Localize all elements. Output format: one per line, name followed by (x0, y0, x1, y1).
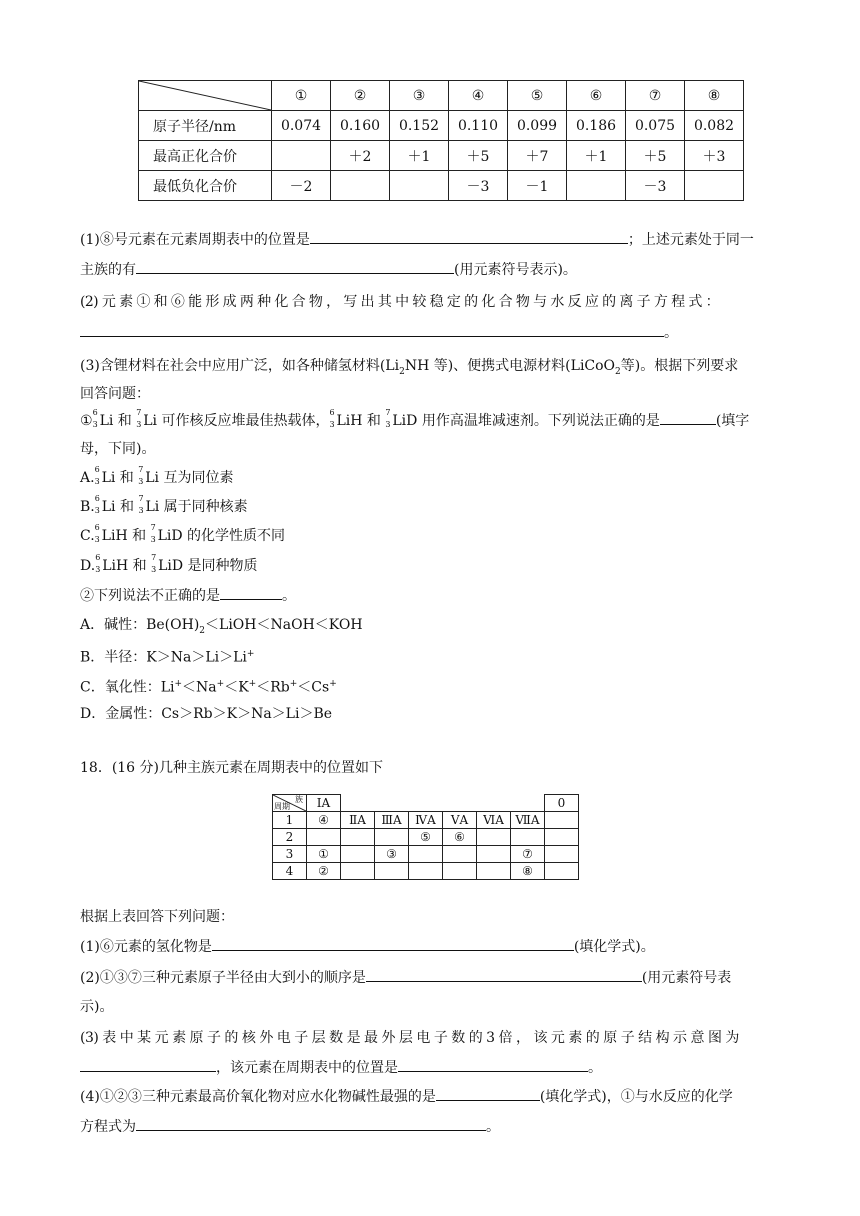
table-cell: ＋2 (331, 141, 390, 171)
diagonal-corner-cell (139, 81, 272, 111)
q3-text: (3)含锂材料在社会中应用广泛，如各种储氢材料(Li (80, 358, 400, 374)
table-cell: ＋3 (685, 141, 744, 171)
q1-line2 (80, 259, 780, 281)
q2-text: (2) 元 素 ① 和 ⑥ 能 形 成 两 种 化 合 物 ， 写 出 其 中 较 稳 定 的 化 合 物 与 水 反 应 的 离 子 方 程 式 ： (80, 294, 720, 310)
header-cell: ⑤ (508, 81, 567, 111)
answer-blank[interactable] (80, 1057, 216, 1072)
q3-text: 回答问题： (80, 386, 150, 402)
table-cell (331, 171, 390, 201)
q1-line1 (80, 229, 780, 251)
table-cell: ＋5 (626, 141, 685, 171)
ptable-row: 4 ② ⑧ (273, 863, 579, 880)
period-group-corner: 族 周期 (273, 795, 307, 812)
answer-blank[interactable] (136, 1116, 486, 1131)
q3-line3 (80, 410, 780, 432)
q18-part3-line2: ，该元素在周期表中的位置是 。 (80, 1057, 780, 1079)
q1-text: 主族的有 (80, 262, 136, 278)
row-label: 最低负化合价 (139, 171, 272, 201)
answer-blank[interactable] (366, 967, 642, 982)
table-cell: 0.082 (685, 111, 744, 141)
q3-text: (填字 (715, 413, 750, 429)
q3-line2 (80, 383, 780, 405)
header-cell: ② (331, 81, 390, 111)
table-header-row (139, 81, 744, 111)
header-cell: ⑧ (685, 81, 744, 111)
table-cell: ＋1 (567, 141, 626, 171)
group-header: 0 (545, 795, 579, 812)
q3-part2-d: D．金属性：Cs＞Rb＞K＞Na＞Li＞Be (80, 706, 333, 722)
q3-part2-a: A．碱性：$Be(OH)_2<LiOH<NaOH<KOH$ (80, 617, 363, 636)
table-cell: －3 (626, 171, 685, 201)
q2-line2 (80, 322, 780, 344)
q1-text: (用元素符号表示)。 (454, 262, 577, 278)
option-a: A. 6 3 Li 和 7 3 Li 互为同位素 (80, 465, 234, 486)
q18-intro: 根据上表回答下列问题： (80, 909, 234, 925)
row-label: 原子半径/nm (139, 111, 272, 141)
table-cell: 0.110 (449, 111, 508, 141)
table-cell: －3 (449, 171, 508, 201)
q3-line1 (80, 355, 780, 383)
nuclide-label: 7 3 (136, 408, 142, 429)
subscript: 2 (399, 366, 405, 377)
element-data-table (138, 80, 744, 201)
q1-text: (1)⑧号元素在元素周期表中的位置是 (80, 232, 310, 248)
ptable-row: 2 ⑤ ⑥ (273, 829, 579, 846)
q18-part4-line2: 方程式为 。 (80, 1116, 780, 1138)
table-cell: 0.074 (272, 111, 331, 141)
answer-blank[interactable] (80, 322, 664, 337)
q18-part3-line1: (3) 表 中 某 元 素 原 子 的 核 外 电 子 层 数 是 最 外 层 电 子 数 的 3 倍 ， 该 元 素 的 原 子 结 构 示 意 图 为 (80, 1030, 739, 1046)
table-row (139, 111, 744, 141)
q3-text: 等)。根据下列要求 (620, 358, 739, 374)
answer-blank[interactable] (660, 410, 716, 425)
table-cell: 0.186 (567, 111, 626, 141)
header-cell: ⑦ (626, 81, 685, 111)
answer-blank[interactable] (436, 1086, 540, 1101)
table-cell: 0.152 (390, 111, 449, 141)
q3-text: 母，下同)。 (80, 441, 156, 457)
table-row (139, 141, 744, 171)
q18-title: 18．(16 分)几种主族元素在周期表中的位置如下 (80, 760, 384, 776)
answer-blank[interactable] (212, 936, 574, 951)
header-cell: ④ (449, 81, 508, 111)
q3-text: LiH 和 (336, 413, 386, 429)
periodic-table (272, 794, 579, 880)
q18-part1: (1)⑥元素的氢化物是 (填化学式)。 (80, 936, 780, 958)
ptable-header-row (273, 795, 579, 812)
q3-part2-b: B．半径：K＞Na＞Li＞Li+ (80, 649, 255, 666)
subscript: 2 (615, 366, 621, 377)
group-header: ⅠA (307, 795, 341, 812)
q3-text: LiD 用作高温堆减速剂。下列说法正确的是 (392, 413, 660, 429)
q18-part2-line2: 示)。 (80, 999, 114, 1015)
q3-text: NH 等)、便携式电源材料(LiCoO (404, 358, 616, 374)
q3-part2-c: C．氧化性：Li+＜Na+＜K+＜Rb+＜Cs+ (80, 679, 337, 696)
table-cell: 0.099 (508, 111, 567, 141)
header-cell: ① (272, 81, 331, 111)
nuclide-label: 7 3 (385, 408, 391, 429)
q18-part2-line1: (2)①③⑦三种元素原子半径由大到小的顺序是 (用元素符号表 (80, 967, 780, 989)
answer-blank[interactable] (398, 1057, 588, 1072)
table-cell: －2 (272, 171, 331, 201)
table-cell: ＋1 (390, 141, 449, 171)
option-b: B. 6 3 Li 和 7 3 Li 属于同种核素 (80, 494, 248, 515)
q2-line1 (80, 291, 780, 313)
header-cell: ③ (390, 81, 449, 111)
q3-line4 (80, 438, 780, 460)
table-cell (685, 171, 744, 201)
table-cell: ＋7 (508, 141, 567, 171)
q3-text: ① (80, 413, 93, 429)
q3-text: Li 可作核反应堆最佳热载体， (143, 413, 330, 429)
answer-blank[interactable] (220, 585, 282, 600)
q3-text: Li 和 (99, 413, 137, 429)
nuclide-label: 6 3 (329, 408, 335, 429)
answer-blank[interactable] (310, 229, 628, 244)
q1-text: ；上述元素处于同一 (627, 232, 754, 248)
table-cell: ＋5 (449, 141, 508, 171)
header-cell: ⑥ (567, 81, 626, 111)
row-label: 最高正化合价 (139, 141, 272, 171)
table-cell (390, 171, 449, 201)
answer-blank[interactable] (136, 259, 454, 274)
table-cell: 0.160 (331, 111, 390, 141)
table-cell: －1 (508, 171, 567, 201)
option-c: C. 6 3 LiH 和 7 3 LiD 的化学性质不同 (80, 523, 286, 544)
option-d: D. 6 3 LiH 和 7 3 LiD 是同种物质 (80, 553, 258, 574)
table-cell (272, 141, 331, 171)
ptable-row: 1 ④ ⅡA ⅢA ⅣA ⅤA ⅥA ⅦA (273, 812, 579, 829)
table-row (139, 171, 744, 201)
q2-text: 。 (664, 325, 678, 341)
table-cell (567, 171, 626, 201)
nuclide-label: 6 3 (92, 408, 98, 429)
q3-part2: ②下列说法不正确的是 。 (80, 585, 780, 607)
q18-part4-line1: (4)①②③三种元素最高价氧化物对应水化物碱性最强的是 (填化学式)，①与水反应的化学 (80, 1086, 780, 1108)
table-cell: 0.075 (626, 111, 685, 141)
ptable-row: 3 ① ③ ⑦ (273, 846, 579, 863)
